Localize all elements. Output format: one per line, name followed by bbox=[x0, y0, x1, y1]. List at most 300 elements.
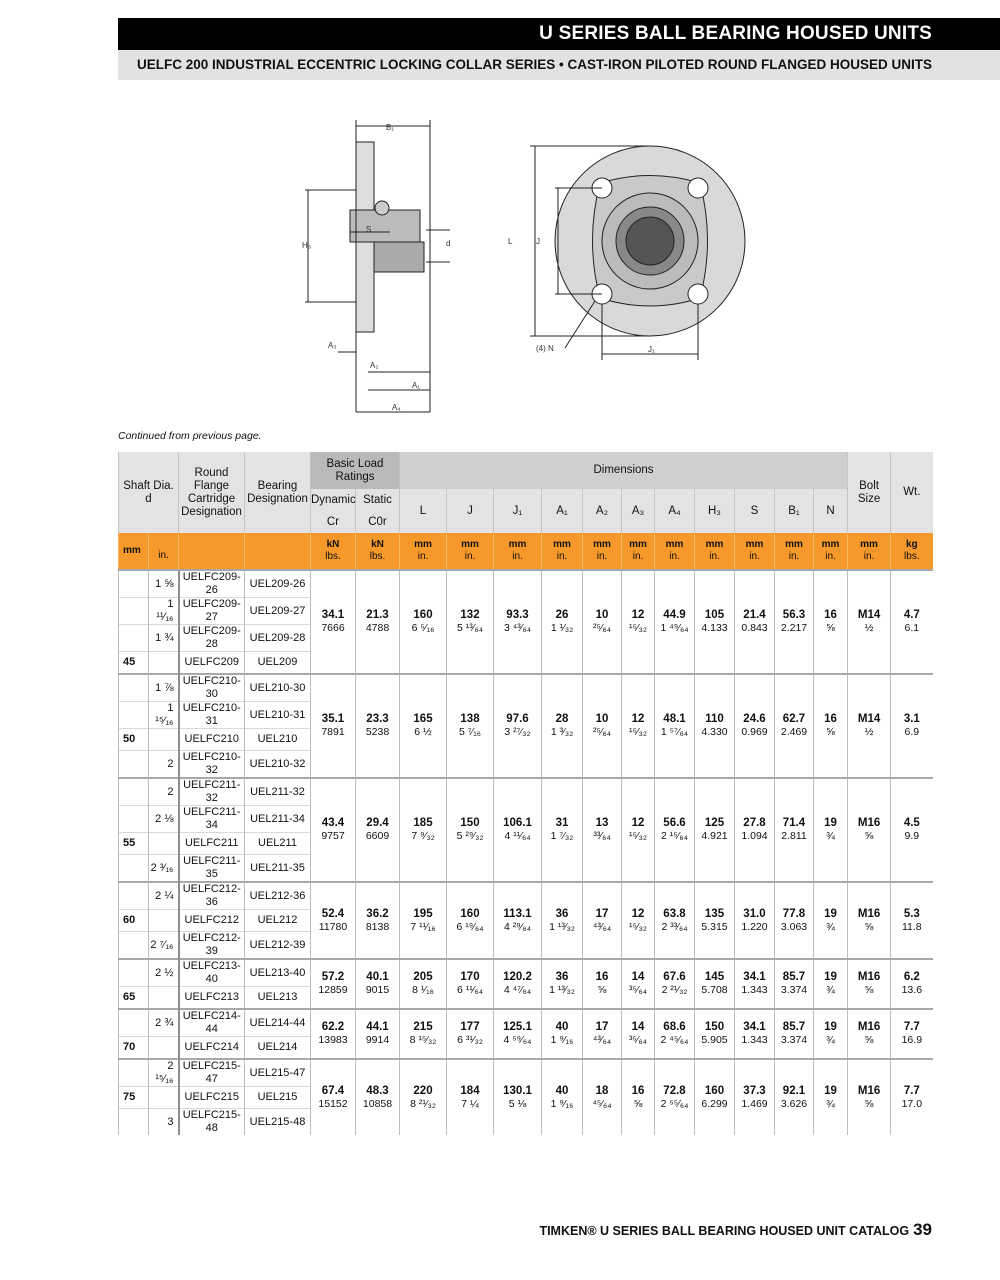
flange-designation: UELFC210 bbox=[179, 729, 245, 751]
value-metric: 19 bbox=[824, 1084, 837, 1097]
value-metric: 12 bbox=[631, 817, 645, 829]
value-metric: 12 bbox=[631, 713, 645, 725]
value-cell bbox=[400, 959, 447, 1009]
value-imperial: 9757 bbox=[321, 830, 345, 842]
value-metric: 185 bbox=[413, 817, 433, 829]
value-metric: 150 bbox=[460, 817, 480, 829]
flange-designation: UELFC212-36 bbox=[179, 882, 245, 910]
value-cell bbox=[356, 674, 400, 778]
value-imperial: ¹⁵⁄₃₂ bbox=[629, 920, 647, 933]
shaft-in: 1 ¹⁵⁄₁₆ bbox=[149, 702, 179, 729]
value-metric: 40 bbox=[555, 1021, 569, 1033]
value-cell bbox=[400, 778, 447, 882]
value-cell bbox=[542, 778, 583, 882]
bearing-designation: UEL209-28 bbox=[245, 625, 311, 652]
unit-secondary: in. bbox=[863, 551, 875, 562]
shaft-mm bbox=[119, 751, 149, 779]
value-cell bbox=[542, 882, 583, 959]
unit-cell bbox=[695, 533, 735, 570]
value-imperial: 6.1 bbox=[904, 622, 920, 634]
value-cell bbox=[775, 778, 814, 882]
value-imperial: 4.921 bbox=[701, 830, 728, 842]
value-metric: 62.7 bbox=[782, 713, 806, 725]
value-imperial: ½ bbox=[864, 726, 874, 738]
header-dim: N bbox=[814, 489, 848, 533]
unit-cell bbox=[775, 533, 814, 570]
label-a1: A₁ bbox=[412, 381, 421, 390]
value-cell bbox=[735, 778, 775, 882]
value-imperial: 1.469 bbox=[741, 1097, 768, 1110]
value-imperial: 6 ½ bbox=[414, 726, 432, 738]
value-imperial: 0.843 bbox=[741, 622, 768, 634]
value-imperial: 7891 bbox=[321, 726, 345, 738]
value-cell bbox=[583, 882, 622, 959]
value-cell bbox=[891, 1059, 933, 1135]
unit-secondary: in. bbox=[596, 551, 608, 562]
value-metric: 19 bbox=[824, 907, 837, 920]
shaft-in: 1 ⅞ bbox=[149, 674, 179, 702]
shaft-in: 2 ¼ bbox=[149, 882, 179, 910]
shaft-mm bbox=[119, 1009, 149, 1037]
value-metric: 170 bbox=[460, 971, 480, 983]
value-metric: 56.3 bbox=[782, 609, 806, 621]
value-cell bbox=[447, 674, 494, 778]
bearing-designation: UEL214 bbox=[245, 1037, 311, 1060]
shaft-in: 2 ⁷⁄₁₆ bbox=[149, 932, 179, 960]
value-metric: 4.7 bbox=[903, 609, 920, 621]
value-cell bbox=[622, 1009, 655, 1059]
header-dim: J bbox=[447, 489, 494, 533]
flange-designation: UELFC212-39 bbox=[179, 932, 245, 960]
shaft-mm: 45 bbox=[119, 652, 149, 675]
shaft-mm bbox=[119, 625, 149, 652]
unit-primary: mm bbox=[593, 539, 611, 550]
unit-secondary: in. bbox=[709, 551, 720, 562]
value-imperial: 1 ¹³⁄₃₂ bbox=[549, 984, 575, 996]
value-imperial: ⅝ bbox=[597, 984, 607, 996]
value-imperial: 2.811 bbox=[781, 830, 807, 842]
value-imperial: 6 ¹⁹⁄₆₄ bbox=[456, 920, 484, 933]
value-cell bbox=[848, 778, 891, 882]
value-imperial: ³⁵⁄₆₄ bbox=[628, 1034, 648, 1046]
bearing-designation: UEL209-27 bbox=[245, 598, 311, 625]
value-metric: 23.3 bbox=[366, 713, 389, 725]
bearing-designation: UEL212 bbox=[245, 910, 311, 932]
value-cell bbox=[447, 882, 494, 959]
flange-designation: UELFC210-32 bbox=[179, 751, 245, 779]
value-cell bbox=[848, 959, 891, 1009]
value-imperial: 4 ⁴⁷⁄₆₄ bbox=[503, 984, 532, 996]
shaft-mm: 65 bbox=[119, 987, 149, 1010]
bearing-designation: UEL211-35 bbox=[245, 855, 311, 883]
value-imperial: 1 ¹³⁄₃₂ bbox=[549, 920, 575, 933]
unit-primary: mm bbox=[553, 539, 571, 550]
value-cell bbox=[695, 882, 735, 959]
value-imperial: ⅝ bbox=[633, 1097, 643, 1110]
bearing-designation: UEL214-44 bbox=[245, 1009, 311, 1037]
value-cell bbox=[400, 1059, 447, 1135]
unit-secondary: lbs. bbox=[325, 551, 341, 562]
shaft-in: 1 ¾ bbox=[149, 625, 179, 652]
dimensions-table bbox=[118, 452, 933, 1135]
value-cell bbox=[311, 674, 356, 778]
shaft-mm bbox=[119, 806, 149, 833]
flange-designation: UELFC215 bbox=[179, 1087, 245, 1109]
value-metric: M16 bbox=[857, 971, 881, 983]
value-cell bbox=[735, 1059, 775, 1135]
value-metric: 16 bbox=[631, 1084, 645, 1097]
label-a2: A₂ bbox=[370, 361, 379, 370]
value-metric: 43.4 bbox=[321, 817, 345, 829]
bearing-designation: UEL212-39 bbox=[245, 932, 311, 960]
value-metric: 34.1 bbox=[743, 1021, 766, 1033]
unit-cell bbox=[848, 533, 891, 570]
value-cell bbox=[400, 570, 447, 674]
value-metric: 56.6 bbox=[663, 817, 686, 829]
footer-text: TIMKEN® U SERIES BALL BEARING HOUSED UNIT CATALOG bbox=[539, 1224, 910, 1238]
flange-designation: UELFC214 bbox=[179, 1037, 245, 1060]
unit-blank bbox=[245, 533, 311, 570]
value-cell bbox=[356, 570, 400, 674]
value-imperial: 4.133 bbox=[701, 622, 728, 634]
value-imperial: 2 ⁴⁵⁄₆₄ bbox=[660, 1034, 689, 1046]
bearing-designation: UEL211-32 bbox=[245, 778, 311, 806]
value-cell bbox=[542, 1059, 583, 1135]
table-row bbox=[119, 778, 933, 806]
value-cell bbox=[356, 778, 400, 882]
value-metric: M16 bbox=[857, 817, 881, 829]
value-imperial: 6.9 bbox=[904, 726, 920, 738]
value-imperial: 5 ⁷⁄₁₆ bbox=[458, 726, 482, 738]
value-imperial: 5 ²⁹⁄₃₂ bbox=[456, 830, 484, 842]
value-imperial: 5 ⅛ bbox=[508, 1097, 527, 1110]
shaft-mm bbox=[119, 855, 149, 883]
value-cell bbox=[583, 778, 622, 882]
bearing-designation: UEL210-31 bbox=[245, 702, 311, 729]
value-cell bbox=[735, 882, 775, 959]
title-bar bbox=[118, 18, 1000, 50]
flange-designation: UELFC211-32 bbox=[179, 778, 245, 806]
value-cell bbox=[695, 1059, 735, 1135]
value-metric: 7.7 bbox=[903, 1021, 920, 1033]
header-bolt: Bolt Size bbox=[848, 452, 891, 533]
value-cell bbox=[814, 1009, 848, 1059]
shaft-in: 2 ¾ bbox=[149, 1009, 179, 1037]
value-metric: 10 bbox=[595, 713, 609, 725]
bearing-designation: UEL210 bbox=[245, 729, 311, 751]
header-dim: A₁ bbox=[542, 489, 583, 533]
value-metric: 62.2 bbox=[321, 1021, 345, 1033]
value-cell bbox=[814, 882, 848, 959]
unit-primary: kN bbox=[371, 539, 384, 550]
shaft-in bbox=[149, 1087, 179, 1109]
value-metric: 36 bbox=[555, 907, 569, 920]
unit-in-label: in. bbox=[158, 550, 169, 561]
value-cell bbox=[356, 1009, 400, 1059]
bearing-designation: UEL209-26 bbox=[245, 570, 311, 598]
shaft-mm bbox=[119, 959, 149, 987]
value-cell bbox=[311, 882, 356, 959]
value-imperial: ¾ bbox=[826, 920, 835, 933]
value-metric: 48.3 bbox=[366, 1084, 389, 1097]
value-imperial: 3.063 bbox=[780, 920, 808, 933]
value-metric: M16 bbox=[857, 1021, 881, 1033]
value-imperial: 6.299 bbox=[701, 1097, 728, 1110]
value-cell bbox=[400, 882, 447, 959]
value-metric: 72.8 bbox=[663, 1084, 686, 1097]
table-row bbox=[119, 674, 933, 702]
value-cell bbox=[494, 1059, 542, 1135]
table-row bbox=[119, 959, 933, 987]
value-metric: 52.4 bbox=[321, 907, 345, 920]
value-cell bbox=[735, 674, 775, 778]
value-cell bbox=[447, 778, 494, 882]
value-metric: 34.1 bbox=[743, 971, 766, 983]
value-cell bbox=[494, 778, 542, 882]
value-metric: 44.1 bbox=[366, 1021, 389, 1033]
unit-in bbox=[149, 533, 179, 570]
shaft-in bbox=[149, 833, 179, 855]
value-cell bbox=[356, 882, 400, 959]
unit-cell bbox=[447, 533, 494, 570]
flange-designation: UELFC209-27 bbox=[179, 598, 245, 625]
value-imperial: 1 ⁵⁷⁄₆₄ bbox=[660, 726, 689, 738]
value-imperial: 4 ¹¹⁄₆₄ bbox=[504, 830, 531, 842]
shaft-in bbox=[149, 1037, 179, 1060]
flange-designation: UELFC213-40 bbox=[179, 959, 245, 987]
header-cr: Cr bbox=[311, 511, 356, 533]
value-imperial: 3.626 bbox=[780, 1097, 808, 1110]
value-cell bbox=[447, 959, 494, 1009]
value-metric: M14 bbox=[857, 713, 881, 725]
value-imperial: 9914 bbox=[365, 1034, 390, 1046]
value-imperial: 7 ⁹⁄₃₂ bbox=[411, 830, 435, 842]
value-cell bbox=[583, 674, 622, 778]
unit-cell bbox=[655, 533, 695, 570]
unit-primary: mm bbox=[461, 539, 479, 550]
value-imperial: 5 ¹³⁄₆₄ bbox=[456, 622, 484, 634]
unit-cell bbox=[735, 533, 775, 570]
bearing-designation: UEL211 bbox=[245, 833, 311, 855]
value-cell bbox=[622, 1059, 655, 1135]
label-h3: H₃ bbox=[302, 241, 312, 250]
value-cell bbox=[848, 674, 891, 778]
unit-cell bbox=[494, 533, 542, 570]
value-cell bbox=[891, 570, 933, 674]
unit-secondary: in. bbox=[825, 551, 836, 562]
value-metric: 220 bbox=[413, 1084, 433, 1097]
shaft-in: 1 ⅝ bbox=[149, 570, 179, 598]
shaft-in: 2 ³⁄₁₆ bbox=[149, 855, 179, 883]
unit-primary: kg bbox=[905, 539, 918, 550]
value-metric: 160 bbox=[413, 609, 433, 621]
header-weight: Wt. bbox=[891, 452, 933, 533]
flange-designation: UELFC214-44 bbox=[179, 1009, 245, 1037]
value-imperial: 4 ⁵⁹⁄₆₄ bbox=[503, 1034, 532, 1046]
flange-designation: UELFC210-30 bbox=[179, 674, 245, 702]
value-imperial: 7666 bbox=[321, 622, 345, 634]
value-metric: 48.1 bbox=[663, 713, 686, 725]
value-metric: 113.1 bbox=[503, 907, 532, 920]
header-dim: H₃ bbox=[695, 489, 735, 533]
value-metric: 14 bbox=[631, 971, 645, 983]
label-b1: B₁ bbox=[386, 123, 395, 132]
unit-secondary: in. bbox=[788, 551, 800, 562]
value-cell bbox=[542, 674, 583, 778]
shaft-mm bbox=[119, 882, 149, 910]
subtitle-bar bbox=[118, 50, 1000, 80]
value-imperial: 15152 bbox=[318, 1097, 348, 1110]
continued-note: Continued from previous page. bbox=[118, 430, 262, 442]
value-metric: 85.7 bbox=[782, 1021, 806, 1033]
value-cell bbox=[622, 959, 655, 1009]
value-metric: 205 bbox=[413, 971, 433, 983]
shaft-in bbox=[149, 729, 179, 751]
header-dynamic: Dynamic bbox=[311, 489, 356, 511]
value-cell bbox=[400, 674, 447, 778]
value-metric: 16 bbox=[824, 713, 837, 725]
value-imperial: ⁴³⁄₆₄ bbox=[592, 1034, 612, 1046]
value-metric: 21.3 bbox=[366, 609, 389, 621]
value-metric: 125.1 bbox=[503, 1021, 532, 1033]
value-metric: 10 bbox=[595, 609, 609, 621]
value-imperial: ²⁵⁄₆₄ bbox=[592, 622, 612, 634]
value-metric: 19 bbox=[824, 817, 837, 829]
value-imperial: 1.343 bbox=[741, 984, 768, 996]
value-imperial: 3 ²⁷⁄₃₂ bbox=[504, 726, 531, 738]
value-cell bbox=[622, 570, 655, 674]
value-cell bbox=[583, 1059, 622, 1135]
value-imperial: 3 ⁴³⁄₆₄ bbox=[503, 622, 532, 634]
value-metric: 93.3 bbox=[506, 609, 529, 621]
value-cell bbox=[447, 570, 494, 674]
value-metric: 26 bbox=[555, 609, 569, 621]
value-metric: 120.2 bbox=[503, 971, 532, 983]
value-metric: 44.9 bbox=[663, 609, 686, 621]
header-dim: L bbox=[400, 489, 447, 533]
unit-mm bbox=[119, 533, 149, 570]
shaft-mm bbox=[119, 932, 149, 960]
shaft-mm: 70 bbox=[119, 1037, 149, 1060]
bearing-designation: UEL210-30 bbox=[245, 674, 311, 702]
header-shaft: Shaft Dia. d bbox=[119, 452, 179, 533]
value-imperial: 8 ¹⁵⁄₃₂ bbox=[409, 1034, 437, 1046]
value-metric: 145 bbox=[704, 971, 725, 983]
value-imperial: 2.217 bbox=[780, 622, 808, 634]
label-n: (4) N bbox=[536, 344, 554, 353]
bearing-designation: UEL212-36 bbox=[245, 882, 311, 910]
value-cell bbox=[655, 778, 695, 882]
bearing-designation: UEL215-48 bbox=[245, 1109, 311, 1136]
value-imperial: 12859 bbox=[318, 984, 348, 996]
value-imperial: 6609 bbox=[365, 830, 390, 842]
value-metric: 92.1 bbox=[782, 1084, 806, 1097]
value-imperial: 2 ¹⁵⁄₆₄ bbox=[661, 830, 688, 842]
flange-designation: UELFC209-26 bbox=[179, 570, 245, 598]
value-metric: 18 bbox=[595, 1084, 609, 1097]
value-metric: 19 bbox=[824, 971, 837, 983]
unit-cell bbox=[622, 533, 655, 570]
value-metric: 16 bbox=[595, 971, 609, 983]
bearing-designation: UEL213-40 bbox=[245, 959, 311, 987]
value-metric: 36 bbox=[555, 971, 569, 983]
table-row bbox=[119, 1059, 933, 1087]
value-imperial: 1 ³⁄₃₂ bbox=[550, 726, 574, 738]
value-metric: 36.2 bbox=[366, 907, 389, 920]
flange-designation: UELFC209-28 bbox=[179, 625, 245, 652]
value-metric: M14 bbox=[857, 609, 881, 621]
value-metric: 106.1 bbox=[503, 817, 532, 829]
flange-designation: UELFC211 bbox=[179, 833, 245, 855]
value-imperial: 6 ³¹⁄₃₂ bbox=[457, 1034, 483, 1046]
value-imperial: 10858 bbox=[362, 1097, 393, 1110]
unit-secondary: in. bbox=[464, 551, 476, 562]
value-imperial: 7 ¼ bbox=[461, 1097, 479, 1110]
value-imperial: 13.6 bbox=[901, 984, 923, 996]
unit-primary: mm bbox=[508, 539, 527, 550]
value-cell bbox=[695, 1009, 735, 1059]
footer bbox=[539, 1220, 932, 1240]
value-metric: 68.6 bbox=[663, 1021, 686, 1033]
unit-primary: mm bbox=[705, 539, 724, 550]
bearing-designation: UEL211-34 bbox=[245, 806, 311, 833]
value-cell bbox=[891, 882, 933, 959]
value-imperial: 5238 bbox=[365, 726, 390, 738]
shaft-in: 2 ½ bbox=[149, 959, 179, 987]
header-static: Static bbox=[356, 489, 400, 511]
value-imperial: 3.374 bbox=[780, 984, 808, 996]
value-metric: 4.5 bbox=[903, 817, 920, 829]
header-c0r: C0r bbox=[356, 511, 400, 533]
value-cell bbox=[400, 1009, 447, 1059]
unit-secondary: in. bbox=[417, 551, 429, 562]
bearing-designation: UEL210-32 bbox=[245, 751, 311, 779]
shaft-mm: 50 bbox=[119, 729, 149, 751]
unit-secondary: in. bbox=[669, 551, 680, 562]
value-cell bbox=[695, 778, 735, 882]
header-load-ratings: Basic Load Ratings bbox=[311, 452, 400, 489]
label-j1: J₁ bbox=[648, 345, 655, 354]
value-metric: 71.4 bbox=[782, 817, 806, 829]
shaft-in bbox=[149, 652, 179, 675]
value-metric: 19 bbox=[824, 1021, 837, 1033]
value-metric: 17 bbox=[595, 1021, 609, 1033]
value-metric: 67.6 bbox=[663, 971, 686, 983]
unit-primary: mm bbox=[629, 539, 647, 550]
shaft-mm bbox=[119, 674, 149, 702]
value-metric: 132 bbox=[460, 609, 480, 621]
flange-designation: UELFC210-31 bbox=[179, 702, 245, 729]
page-number: 39 bbox=[913, 1220, 932, 1239]
value-imperial: ²⁵⁄₆₄ bbox=[592, 726, 612, 738]
unit-cell bbox=[891, 533, 933, 570]
value-imperial: 5.708 bbox=[701, 984, 728, 996]
value-cell bbox=[735, 570, 775, 674]
value-metric: 21.4 bbox=[743, 609, 766, 621]
value-cell bbox=[655, 674, 695, 778]
value-cell bbox=[583, 1009, 622, 1059]
unit-secondary: in. bbox=[632, 551, 644, 562]
unit-secondary: in. bbox=[556, 551, 568, 562]
header-dim: A₃ bbox=[622, 489, 655, 533]
value-metric: 24.6 bbox=[743, 713, 766, 725]
table-row bbox=[119, 570, 933, 598]
label-s: S bbox=[366, 225, 372, 234]
shaft-mm bbox=[119, 1109, 149, 1136]
value-cell bbox=[447, 1059, 494, 1135]
value-cell bbox=[494, 959, 542, 1009]
value-imperial: 16.9 bbox=[901, 1034, 923, 1046]
